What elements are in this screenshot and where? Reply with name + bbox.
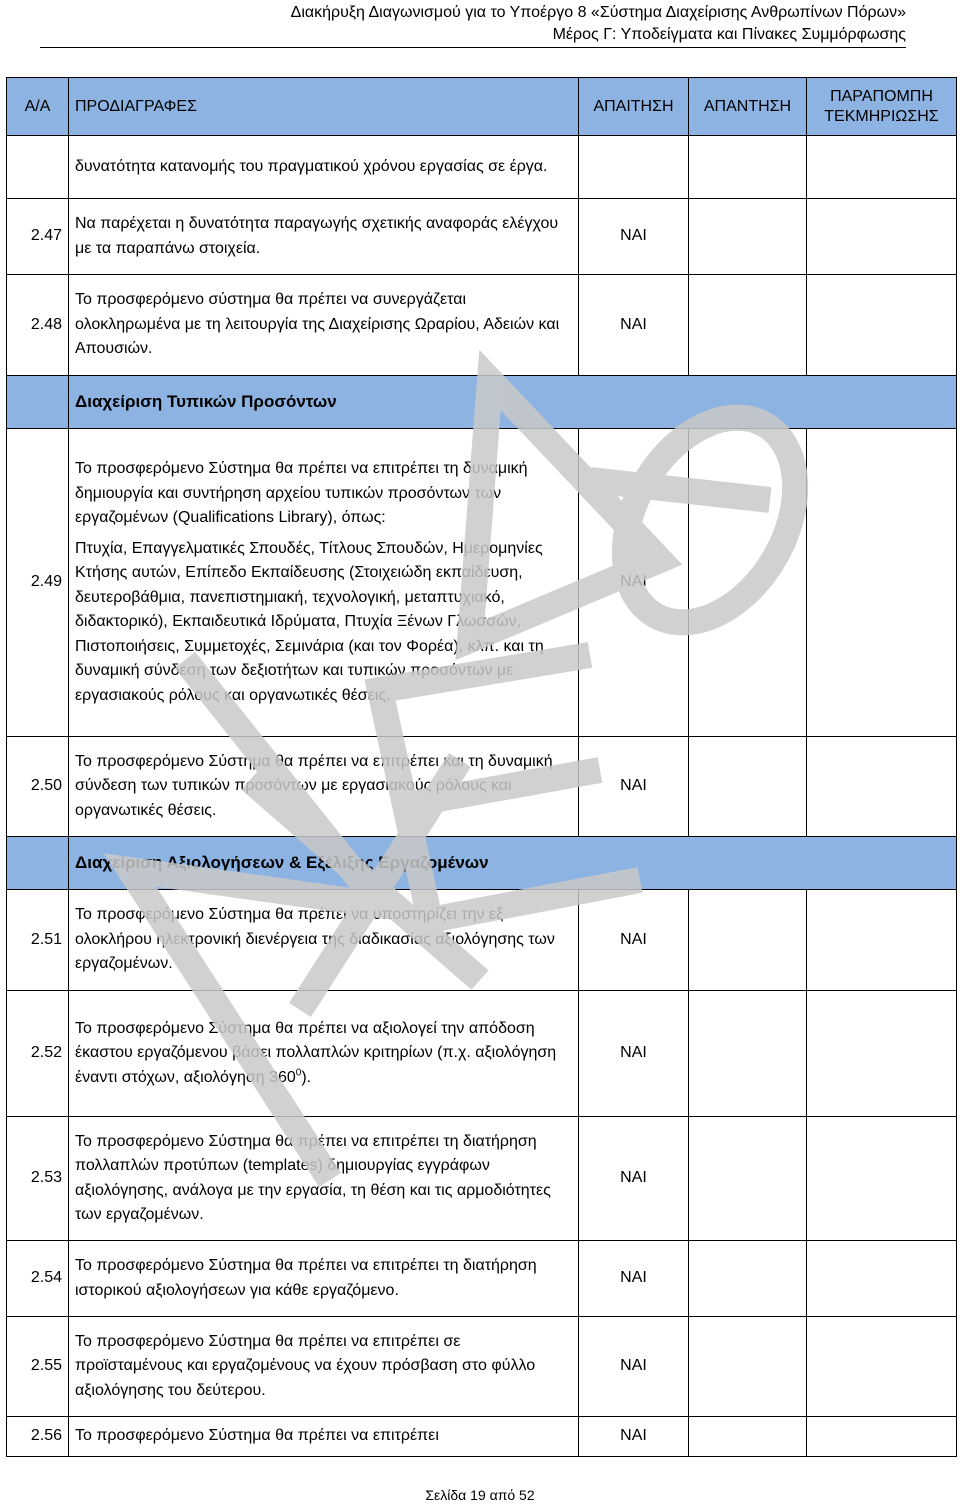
col-header-aa: Α/Α — [7, 78, 69, 136]
table-row — [7, 991, 957, 1117]
requirement-value: ΝΑΙ — [579, 275, 689, 376]
row-id: 2.48 — [7, 275, 69, 376]
reference-cell[interactable] — [807, 199, 957, 275]
spec-text: Το προσφερόμενο Σύστημα θα πρέπει να υποστηρίζει την εξ ολοκλήρου ηλεκτρονική διενέργεια της διαδικασίας αξιολόγησης των εργαζομένων. — [69, 890, 579, 991]
row-id: 2.53 — [7, 1117, 69, 1241]
spec-text: Το προσφερόμενο Σύστημα θα πρέπει να αξιολογεί την απόδοση έκαστου εργαζόμενου βάσει πολλαπλών κριτηρίων (π.χ. αξιολόγηση έναντι στόχων, αξιολόγηση $360^0$). — [69, 991, 579, 1117]
section-title: Διαχείριση Αξιολογήσεων & Εξέλιξης Εργαζομένων — [69, 837, 957, 890]
answer-cell[interactable] — [689, 429, 807, 737]
reference-cell[interactable] — [807, 991, 957, 1117]
requirement-value: ΝΑΙ — [579, 1241, 689, 1317]
table-row — [7, 1241, 957, 1317]
section-row — [7, 376, 957, 429]
row-id: 2.49 — [7, 429, 69, 737]
spec-text: Το προσφερόμενο Σύστημα θα πρέπει να επιτρέπει — [69, 1417, 579, 1457]
table-row — [7, 890, 957, 991]
answer-cell[interactable] — [689, 1117, 807, 1241]
answer-cell[interactable] — [689, 199, 807, 275]
spec-text: Το προσφερόμενο Σύστημα θα πρέπει να επιτρέπει τη δυναμική δημιουργία και συντήρηση αρχείου τυπικών προσόντων των εργαζομένων (Qualifications Library), όπως: — [75, 460, 528, 526]
col-header-spec: ΠΡΟΔΙΑΓΡΑΦΕΣ — [69, 78, 579, 136]
reference-cell[interactable] — [807, 1117, 957, 1241]
requirement-value: ΝΑΙ — [579, 1417, 689, 1457]
spec-text: Το προσφερόμενο Σύστημα θα πρέπει να επιτρέπει και τη δυναμική σύνδεση των τυπικών προσόντων με εργασιακούς ρόλους και οργανωτικές θέσεις. — [69, 737, 579, 837]
answer-cell[interactable] — [689, 1317, 807, 1417]
requirement-value: ΝΑΙ — [579, 991, 689, 1117]
spec-text: δυνατότητα κατανομής του πραγματικού χρόνου εργασίας σε έργα. — [69, 136, 579, 199]
spec-text-detail: Πτυχία, Επαγγελματικές Σπουδές, Τίτλους Σπουδών, Ημερομηνίες Κτήσης αυτών, Επίπεδο Εκπαίδευσης (Στοιχειώδη εκπαίδευση, δευτεροβάθμια, πανεπιστημιακή, τεχνολογική, μεταπτυχιακό, διδακτορικό), Εκπαιδευτικά Ιδρύματα, Πτυχία Ξένων Γλωσσών, Πιστοποιήσεις, Συμμετοχές, Σεμινάρια (και τον Φορέα), κλπ. και τη δυναμική σύνδεση των δεξιοτήτων και τυπικών προσόντων με εργασιακούς ρόλους και οργανωτικές θέσεις. — [75, 539, 544, 704]
reference-cell[interactable] — [807, 1317, 957, 1417]
reference-cell[interactable] — [807, 1417, 957, 1457]
table-row — [7, 136, 957, 199]
col-header-reference: ΠΑΡΑΠΟΜΠΗ ΤΕΚΜΗΡΙΩΣΗΣ — [807, 78, 957, 136]
table-row — [7, 1317, 957, 1417]
row-id: 2.55 — [7, 1317, 69, 1417]
spec-text: Να παρέχεται η δυνατότητα παραγωγής σχετικής αναφοράς ελέγχου με τα παραπάνω στοιχεία. — [69, 199, 579, 275]
requirement-value: ΝΑΙ — [579, 1117, 689, 1241]
requirement-value: ΝΑΙ — [579, 1317, 689, 1417]
answer-cell[interactable] — [689, 890, 807, 991]
col-header-requirement: ΑΠΑΙΤΗΣΗ — [579, 78, 689, 136]
header-title: Διακήρυξη Διαγωνισμού για το Υποέργο 8 «Σύστημα Διαχείρισης Ανθρωπίνων Πόρων» — [290, 4, 906, 21]
header-subtitle: Μέρος Γ: Υποδείγματα και Πίνακες Συμμόρφωσης — [552, 26, 906, 43]
table-row — [7, 429, 957, 737]
table-row — [7, 199, 957, 275]
page-footer: Σελίδα 19 από 52 — [425, 1487, 535, 1503]
reference-cell[interactable] — [807, 275, 957, 376]
spec-text: Το προσφερόμενο σύστημα θα πρέπει να συνεργάζεται ολοκληρωμένα με τη λειτουργία της Διαχείρισης Ωραρίου, Αδειών και Απουσιών. — [69, 275, 579, 376]
compliance-table — [6, 77, 957, 1457]
section-row — [7, 837, 957, 890]
answer-cell[interactable] — [689, 1241, 807, 1317]
table-row — [7, 1417, 957, 1457]
table-row — [7, 275, 957, 376]
requirement-value: ΝΑΙ — [579, 890, 689, 991]
requirement-value: ΝΑΙ — [579, 737, 689, 837]
reference-cell[interactable] — [807, 429, 957, 737]
reference-cell[interactable] — [807, 890, 957, 991]
document-header — [40, 0, 906, 48]
answer-cell[interactable] — [689, 1417, 807, 1457]
row-id: 2.54 — [7, 1241, 69, 1317]
requirement-value: ΝΑΙ — [579, 199, 689, 275]
spec-text: Το προσφερόμενο Σύστημα θα πρέπει να επιτρέπει τη διατήρηση πολλαπλών προτύπων (templates) δημιουργίας εγγράφων αξιολόγησης, ανάλογα με την εργασία, τη θέση και τις αρμοδιότητες των εργαζομένων. — [69, 1117, 579, 1241]
reference-cell[interactable] — [807, 1241, 957, 1317]
row-id: 2.47 — [7, 199, 69, 275]
answer-cell[interactable] — [689, 275, 807, 376]
row-id: 2.50 — [7, 737, 69, 837]
row-id: 2.56 — [7, 1417, 69, 1457]
table-header-row — [7, 78, 957, 136]
row-id: 2.51 — [7, 890, 69, 991]
row-id: 2.52 — [7, 991, 69, 1117]
table-row — [7, 737, 957, 837]
answer-cell[interactable] — [689, 737, 807, 837]
col-header-answer: ΑΠΑΝΤΗΣΗ — [689, 78, 807, 136]
spec-text: Το προσφερόμενο Σύστημα θα πρέπει να επιτρέπει τη διατήρηση ιστορικού αξιολογήσεων για κάθε εργαζόμενο. — [69, 1241, 579, 1317]
answer-cell[interactable] — [689, 991, 807, 1117]
section-title: Διαχείριση Τυπικών Προσόντων — [69, 376, 957, 429]
table-row — [7, 1117, 957, 1241]
reference-cell[interactable] — [807, 737, 957, 837]
requirement-value: ΝΑΙ — [579, 429, 689, 737]
spec-text: Το προσφερόμενο Σύστημα θα πρέπει να επιτρέπει σε προϊσταμένους και εργαζομένους να έχουν πρόσβαση στο φύλλο αξιολόγησης του δεύτερου. — [69, 1317, 579, 1417]
